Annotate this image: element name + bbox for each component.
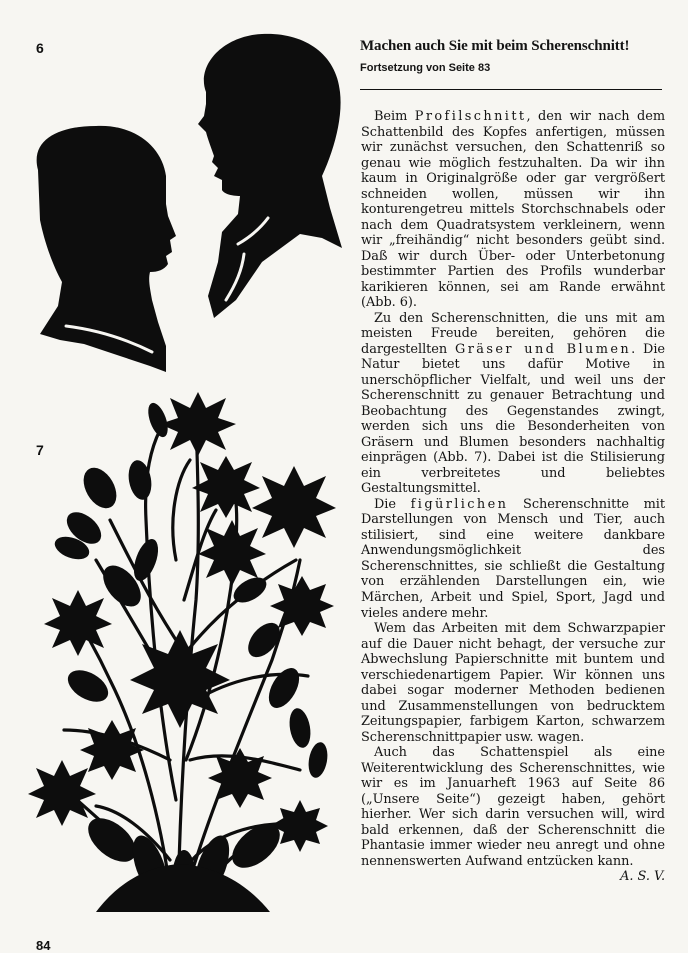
grass-base [96,864,270,912]
paragraph-1: Beim Profilschnitt, den wir nach dem Schattenbild des Kopfes anfertigen, müssen wir zunächst versuchen, den Schattenriß so genau wie möglich festzuhalten. Da wir ihn kaum in Originalgröße oder gar vergrößert schneiden wollen, müssen wir ihn konturengetreu mittels Storchschnabels oder nach dem Quadratsystem verkleinern, wenn wir „freihändig“ nicht besonders geübt sind. Daß wir durch Über- oder Unterbetonung bestimmter Partien des Profils wunderbar karikieren können, sei am Rande erwähnt (Abb. 6). [361,109,666,311]
flower-lower-left [28,760,96,826]
flower-upper-mid [192,456,260,518]
title-rule [360,89,662,90]
article-body [361,109,665,885]
flower-right-mid [270,576,334,636]
article-title: Machen auch Sie mit beim Scherenschnitt! [360,38,630,54]
paragraph-4: Wem das Arbeiten mit dem Schwarzpapier auf die Dauer nicht behagt, der versuche zur Abwechslung Papierschnitte mit buntem und verschiedenartigem Papier. Wir können uns dabei sogar moderner Methoden bedienen und Zusammenstellungen von bedrucktem Zeitungspapier, farbigem Karton, schwarzem Scherenschnittpapier usw. wagen. [361,621,665,745]
paragraph-5: Auch das Schattenspiel als eine Weiterentwicklung des Scherenschnittes, wie wir es im Januarheft 1963 auf Seite 86 („Unsere Seite“) gezeigt haben, gehört hierher. Wer sich darin versuchen will, wird bald erkennen, daß der Scherenschnitt die Phantasie immer wieder neu anregt und ohne nennenswerten Aufwand entzücken kann. A. S. V. [361,745,665,885]
flower-top [160,392,236,456]
flower-left-mid [44,590,112,656]
paragraph-2: Zu den Scherenschnitten, die uns mit am meisten Freude bereiten, gehören die dargestellten Gräser und Blumen. Die Natur bietet uns dafür Motive in unerschöpflicher Vielfalt, und weil uns der Scherenschnitt zu genauer Betrachtung und Beobachtung des Gegenstandes zwingt, werden sich uns die Besonderheiten von Gräsern und Blumen besonders nachhaltig einprägen (Abb. 7). Dabei ist die Stilisierung ein verbreitetes und beliebtes Gestaltungsmittel. [361,310,665,497]
figure-number-7: 7 [36,442,44,458]
flower-lower-mid [80,720,144,780]
flower-mid-right [198,520,266,586]
page-number: 84 [36,938,51,953]
flower-right-large [252,466,336,548]
flower-lower-right [208,748,272,808]
continuation-note: Fortsetzung von Seite 83 [360,62,491,74]
paragraph-3: Die figürlichen Scherenschnitte mit Darstellungen von Mensch und Tier, auch stilisiert, sind eine weitere dankbare Anwendungsmöglichkeit des Scherenschnittes, sie schließt die Gestaltung von erzählenden Darstellungen ein, wie Märchen, Arbeit und Spiel, Sport, Jagd und vieles andere mehr. [361,496,665,621]
author-signature: A. S. V. [620,869,665,885]
flower-right-low [272,800,328,852]
figure-number-6: 6 [36,40,44,56]
